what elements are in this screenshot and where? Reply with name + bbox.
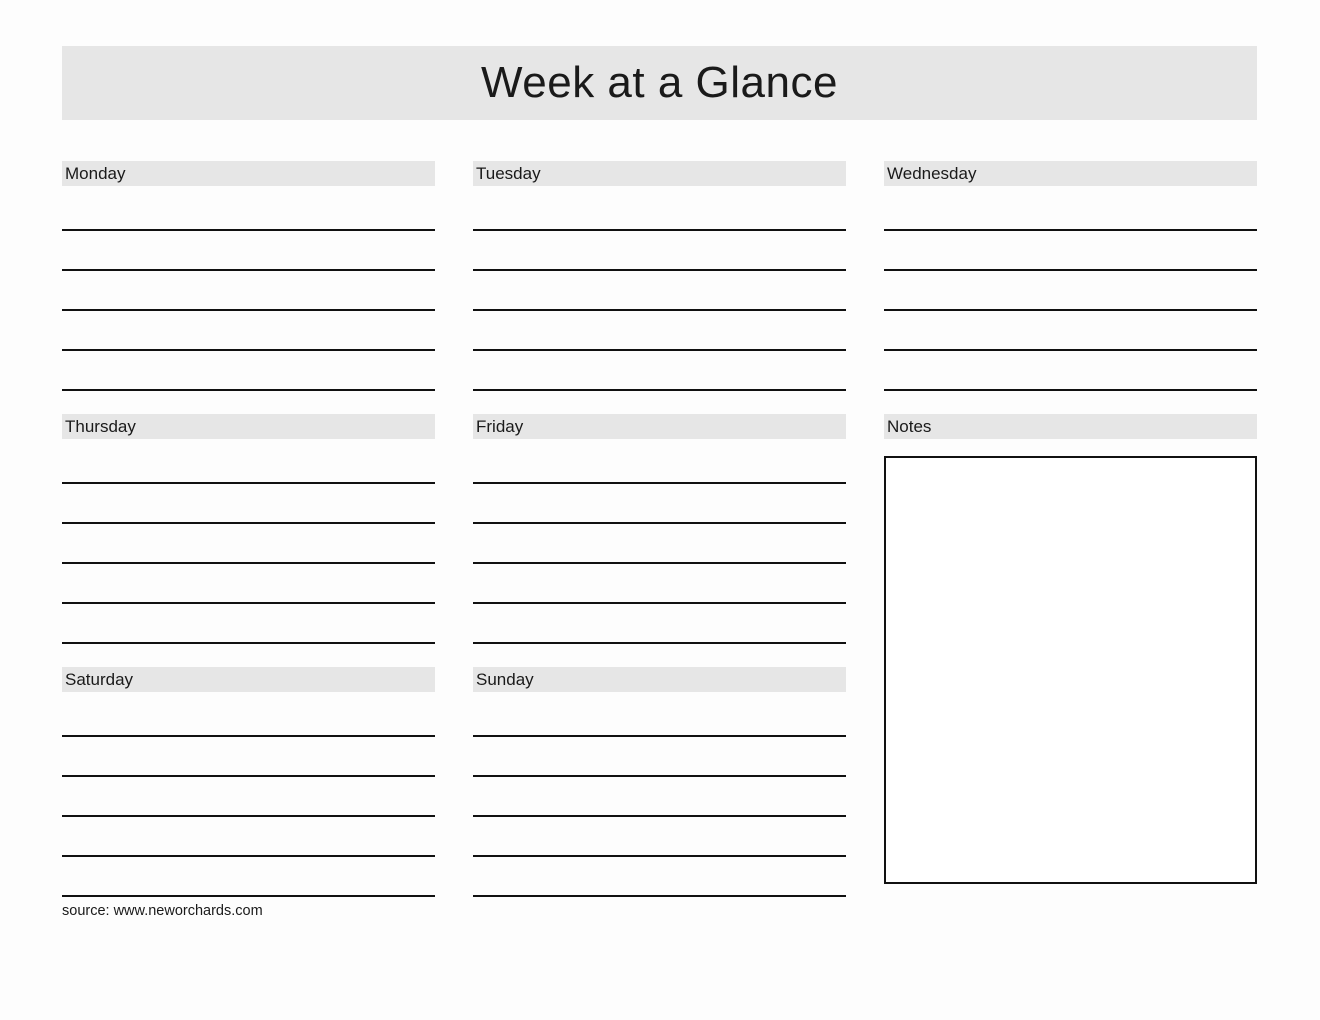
writing-line[interactable] xyxy=(473,692,846,737)
writing-line[interactable] xyxy=(473,604,846,644)
writing-line[interactable] xyxy=(62,817,435,857)
writing-line[interactable] xyxy=(62,271,435,311)
writing-line[interactable] xyxy=(473,524,846,564)
writing-line[interactable] xyxy=(62,777,435,817)
day-header-friday xyxy=(473,414,846,439)
day-block-sunday xyxy=(473,667,846,897)
writing-lines-monday xyxy=(62,186,435,391)
source-attribution: source: www.neworchards.com xyxy=(62,903,263,919)
writing-line[interactable] xyxy=(62,857,435,897)
day-header-monday xyxy=(62,161,435,186)
day-label: Saturday xyxy=(65,670,134,689)
writing-line[interactable] xyxy=(884,311,1257,351)
day-label: Sunday xyxy=(476,670,534,689)
day-block-friday xyxy=(473,414,846,644)
writing-line[interactable] xyxy=(62,737,435,777)
writing-line[interactable] xyxy=(62,564,435,604)
writing-line[interactable] xyxy=(473,271,846,311)
notes-label: Notes xyxy=(887,417,932,436)
writing-line[interactable] xyxy=(473,777,846,817)
writing-line[interactable] xyxy=(473,737,846,777)
writing-line[interactable] xyxy=(62,351,435,391)
writing-line[interactable] xyxy=(62,692,435,737)
writing-lines-wednesday xyxy=(884,186,1257,391)
writing-lines-saturday xyxy=(62,692,435,897)
writing-lines-thursday xyxy=(62,439,435,644)
day-header-tuesday xyxy=(473,161,846,186)
writing-line[interactable] xyxy=(62,311,435,351)
writing-line[interactable] xyxy=(884,186,1257,231)
page-title: Week at a Glance xyxy=(481,58,838,107)
writing-line[interactable] xyxy=(62,231,435,271)
writing-line[interactable] xyxy=(884,271,1257,311)
day-label: Wednesday xyxy=(887,164,977,183)
day-header-sunday xyxy=(473,667,846,692)
day-block-wednesday xyxy=(884,161,1257,391)
writing-lines-tuesday xyxy=(473,186,846,391)
writing-line[interactable] xyxy=(473,351,846,391)
writing-line[interactable] xyxy=(473,186,846,231)
writing-line[interactable] xyxy=(62,439,435,484)
day-header-thursday xyxy=(62,414,435,439)
notes-block xyxy=(884,414,1257,884)
page-title-banner xyxy=(62,46,1257,120)
writing-line[interactable] xyxy=(473,311,846,351)
day-block-thursday xyxy=(62,414,435,644)
writing-line[interactable] xyxy=(62,484,435,524)
day-label: Monday xyxy=(65,164,126,183)
writing-lines-friday xyxy=(473,439,846,644)
day-block-tuesday xyxy=(473,161,846,391)
writing-line[interactable] xyxy=(473,439,846,484)
day-block-saturday xyxy=(62,667,435,897)
writing-line[interactable] xyxy=(884,351,1257,391)
writing-line[interactable] xyxy=(473,484,846,524)
writing-line[interactable] xyxy=(62,524,435,564)
notes-header xyxy=(884,414,1257,439)
day-header-saturday xyxy=(62,667,435,692)
writing-lines-sunday xyxy=(473,692,846,897)
day-label: Thursday xyxy=(65,417,136,436)
writing-line[interactable] xyxy=(473,857,846,897)
day-block-monday xyxy=(62,161,435,391)
day-label: Friday xyxy=(476,417,524,436)
day-header-wednesday xyxy=(884,161,1257,186)
writing-line[interactable] xyxy=(884,231,1257,271)
writing-line[interactable] xyxy=(473,564,846,604)
notes-textarea[interactable] xyxy=(884,456,1257,884)
writing-line[interactable] xyxy=(473,817,846,857)
writing-line[interactable] xyxy=(62,604,435,644)
writing-line[interactable] xyxy=(473,231,846,271)
day-label: Tuesday xyxy=(476,164,541,183)
writing-line[interactable] xyxy=(62,186,435,231)
